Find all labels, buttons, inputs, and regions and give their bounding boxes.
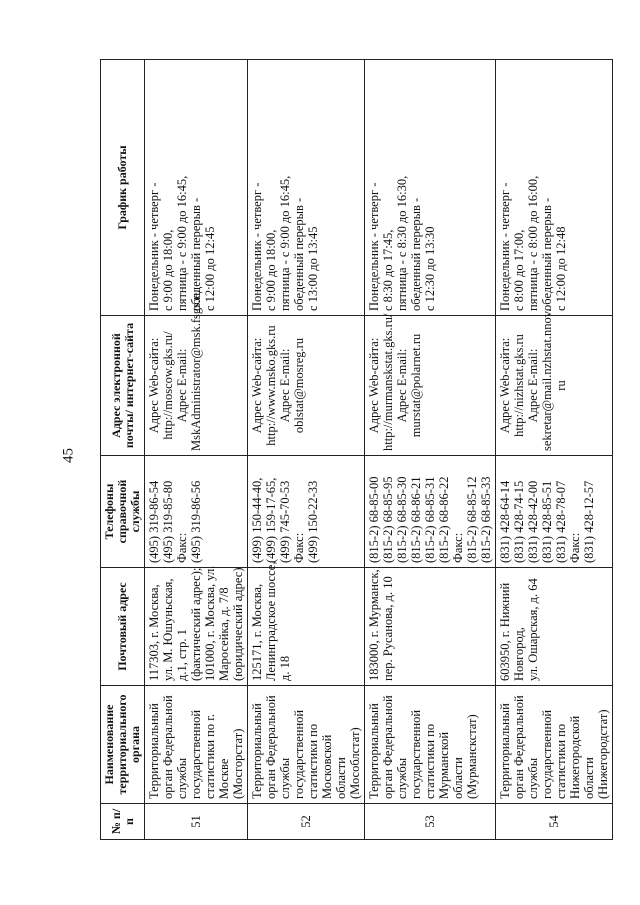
address-line: пер. Русанова, д. 10 <box>381 576 395 681</box>
table-row <box>145 60 248 840</box>
schedule-line: пятница - с 9:00 до 16:45, <box>175 175 189 311</box>
phones-line: (815-2) 68-85-33 <box>479 476 493 563</box>
web-line: Адрес Web-сайта: <box>250 337 264 434</box>
schedule-line: Понедельник - четверг - <box>498 182 512 311</box>
phones-line: Факс: <box>175 532 189 563</box>
schedule-line: пятница - с 9:00 до 16:45, <box>278 175 292 311</box>
address-line: д.1, стр. 1 <box>175 629 189 681</box>
header-phones: Телефоны справочной службы <box>101 456 145 568</box>
address-line: ул. М. Юшуньская, <box>161 578 175 681</box>
web-line: Адрес E-mail: <box>175 348 189 423</box>
phones-line: (815-2) 68-85-95 <box>381 476 395 563</box>
schedule-line: обеденный перерыв - <box>409 197 423 311</box>
address-line: 117303, г. Москва, <box>147 584 161 681</box>
header-name: Наименование территориального органа <box>101 686 145 804</box>
phones-line: (499) 150-44-40, <box>250 477 264 563</box>
address-line: 603950, г. Нижний <box>498 582 512 681</box>
cell-num: 52 <box>248 804 365 840</box>
rotated-table-wrapper <box>100 60 610 840</box>
address-line: Маросейка, д. 7/8 <box>217 587 231 681</box>
table-row <box>496 60 613 840</box>
phones-line: (499) 159-17-65, <box>264 477 278 563</box>
phones-line: Факс: <box>568 532 582 563</box>
web-line: Адрес E-mail: <box>395 348 409 423</box>
web-line: http://nizhstat.gks.ru <box>512 334 526 437</box>
table-row <box>365 60 496 840</box>
address-line: Новгород, <box>512 627 526 681</box>
schedule-line: с 12:30 до 13:30 <box>423 226 437 311</box>
cell-schedule <box>496 60 613 316</box>
schedule-line: с 12:00 до 12:45 <box>203 226 217 311</box>
cell-name: Территориальный орган Федеральной службы государственной статистики по Нижегородской области (Нижегородстат) <box>496 686 613 804</box>
cell-name: Территориальный орган Федеральной службы государственной статистики по Мурманской области (Мурманскстат) <box>365 686 496 804</box>
phones-line: (831) 428-74-15 <box>512 480 526 563</box>
page-number: 45 <box>60 448 77 463</box>
schedule-line: обеденный перерыв - <box>189 197 203 311</box>
schedule-line: Понедельник - четверг - <box>367 182 381 311</box>
phones-line: (495) 319-85-80 <box>161 480 175 563</box>
web-line: Адрес Web-сайта: <box>498 337 512 434</box>
schedule-line: с 12:00 до 12:48 <box>554 226 568 311</box>
web-line: http://www.msko.gks.ru <box>264 325 278 446</box>
schedule-line: Понедельник - четверг - <box>250 182 264 311</box>
web-line: Адрес E-mail: <box>526 348 540 423</box>
cell-web <box>145 289 248 456</box>
schedule-line: обеденный перерыв - <box>292 197 306 311</box>
phones-line: (815-2) 68-86-22 <box>437 476 451 563</box>
web-line: sekretar@mail.nzhstat.nnov. <box>540 308 554 451</box>
schedule-line: с 13:00 до 13:45 <box>306 226 320 311</box>
schedule-line: с 8:00 до 17:00, <box>512 229 526 311</box>
phones-line: (815-2) 68-85-12 <box>465 476 479 563</box>
cell-address <box>496 568 613 686</box>
phones-line: (831) 428-78-07 <box>554 480 568 563</box>
cell-num: 54 <box>496 804 613 840</box>
address-line: Ленинградское шоссе, <box>264 561 278 681</box>
table-row <box>248 60 365 840</box>
cell-name: Территориальный орган Федеральной службы государственной статистики по г. Москве (Мосгорстат) <box>145 686 248 804</box>
header-schedule: График работы <box>101 60 145 316</box>
phones-line: (831) 428-64-14 <box>498 480 512 563</box>
web-line: Адрес Web-сайта: <box>147 337 161 434</box>
cell-web <box>496 308 613 456</box>
web-line: Адрес Web-сайта: <box>367 337 381 434</box>
phones-line: (815-2) 68-86-21 <box>409 476 423 563</box>
territorial-bodies-table <box>100 59 613 840</box>
phones-line: (831) 428-12-57 <box>582 480 596 563</box>
phones-line: (495) 319-86-56 <box>189 480 203 563</box>
cell-phones <box>365 456 496 568</box>
address-line: 183000, г. Мурманск, <box>367 569 381 681</box>
phones-line: (831) 428-42-00 <box>526 480 540 563</box>
phones-line: (815-2) 68-85-31 <box>423 476 437 563</box>
cell-schedule <box>365 60 496 316</box>
cell-phones <box>496 456 613 568</box>
schedule-line: Понедельник - четверг - <box>147 182 161 311</box>
web-line: Адрес E-mail: <box>278 348 292 423</box>
web-line: murstat@polarnet.ru <box>409 333 423 438</box>
cell-name: Территориальный орган Федеральной службы государственной статистики по Московской области (Мособлстат) <box>248 686 365 804</box>
header-address: Почтовый адрес <box>101 568 145 686</box>
phones-line: Факс: <box>292 532 306 563</box>
phones-line: Факс: <box>451 532 465 563</box>
header-web: Адрес электронной почты/ интернет-сайта <box>101 316 145 456</box>
cell-web <box>248 316 365 456</box>
phones-line: (815-2) 68-85-00 <box>367 476 381 563</box>
cell-schedule <box>248 60 365 316</box>
schedule-line: с 8:30 до 17:45, <box>381 229 395 311</box>
phones-line: (815-2) 68-85-30 <box>395 476 409 563</box>
schedule-line: обеденный перерыв - <box>540 197 554 311</box>
cell-address <box>145 565 248 686</box>
cell-num: 53 <box>365 804 496 840</box>
address-line: (юридический адрес) <box>231 567 245 681</box>
header-num: № п/п <box>101 804 145 840</box>
web-line: MskAdministrator@msk.fsgs.ru <box>189 289 203 451</box>
address-line: 125171, г. Москва, <box>250 583 264 681</box>
phones-line: (499) 745-70-53 <box>278 480 292 563</box>
schedule-line: с 9:00 до 18:00, <box>264 229 278 311</box>
address-line: 101000, г. Москва, ул. <box>203 565 217 681</box>
schedule-line: с 9:00 до 18:00, <box>161 229 175 311</box>
schedule-line: пятница - с 8:00 до 16:00, <box>526 175 540 311</box>
address-line: д. 18 <box>278 655 292 681</box>
web-line: http://murmanskstat.gks.ru/ <box>381 313 395 451</box>
phones-line: (499) 150-22-33 <box>306 480 320 563</box>
phones-line: (495) 319-86-54 <box>147 480 161 563</box>
cell-web <box>365 313 496 456</box>
cell-schedule <box>145 60 248 316</box>
cell-address <box>365 568 496 686</box>
cell-phones <box>248 456 365 568</box>
phones-line: (831) 428-85-51 <box>540 480 554 563</box>
address-line: ул. Ошарская, д. 64 <box>526 578 540 681</box>
cell-phones <box>145 456 248 568</box>
cell-num: 51 <box>145 804 248 840</box>
schedule-line: пятница - с 8:30 до 16:30, <box>395 175 409 311</box>
table-header-row <box>101 60 145 840</box>
address-line: (фактический адрес); <box>189 567 203 681</box>
web-line: oblstat@mosreg.ru <box>292 337 306 434</box>
web-line: http://moscow.gks.ru/ <box>161 331 175 440</box>
cell-address <box>248 561 365 686</box>
web-line: ru <box>554 380 568 391</box>
